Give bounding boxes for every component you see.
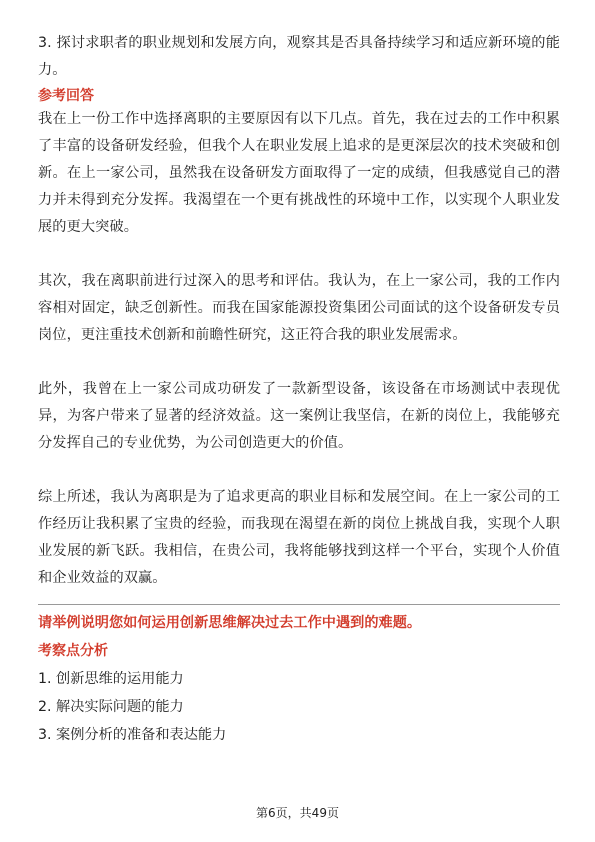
intro-item: 3. 探讨求职者的职业规划和发展方向，观察其是否具备持续学习和适应新环境的能力。	[38, 35, 560, 78]
answer-paragraph-4: 综上所述，我认为离职是为了追求更高的职业目标和发展空间。在上一家公司的工作经历让我积累了宝贵的经验，而我现在渴望在新的岗位上挑战自我，实现个人职业发展的新飞跃。我相信，在贵公司，我将能够找到这样一个平台，实现个人价值和企业效益的双赢。	[38, 489, 560, 586]
page-footer: 第6页，共49页	[256, 806, 339, 820]
reference-heading: 参考回答	[38, 88, 94, 104]
answer-paragraph-1: 我在上一份工作中选择离职的主要原因有以下几点。首先，我在过去的工作中积累了丰富的设备研发经验，但我个人在职业发展上追求的是更深层次的技术突破和创新。在上一家公司，虽然我在设备研发方面取得了一定的成绩，但我感觉自己的潜力并未得到充分发挥。我渴望在一个更有挑战性的环境中工作，以实现个人职业发展的更大突破。	[38, 111, 560, 235]
analysis-item-2: 2. 解决实际问题的能力	[38, 699, 184, 715]
analysis-heading: 考察点分析	[38, 643, 108, 659]
next-question: 请举例说明您如何运用创新思维解决过去工作中遇到的难题。	[38, 615, 422, 631]
section-divider	[38, 604, 560, 605]
answer-paragraph-3: 此外，我曾在上一家公司成功研发了一款新型设备，该设备在市场测试中表现优异，为客户带来了显著的经济效益。这一案例让我坚信，在新的岗位上，我能够充分发挥自己的专业优势，为公司创造更大的价值。	[38, 381, 560, 451]
analysis-list	[38, 665, 560, 749]
answer-paragraph-2: 其次，我在离职前进行过深入的思考和评估。我认为，在上一家公司，我的工作内容相对固定，缺乏创新性。而我在国家能源投资集团公司面试的这个设备研发专员岗位，更注重技术创新和前瞻性研究，这正符合我的职业发展需求。	[38, 273, 560, 343]
analysis-item-1: 1. 创新思维的运用能力	[38, 671, 184, 687]
document-page	[38, 0, 560, 749]
analysis-item-3: 3. 案例分析的准备和表达能力	[38, 727, 227, 743]
